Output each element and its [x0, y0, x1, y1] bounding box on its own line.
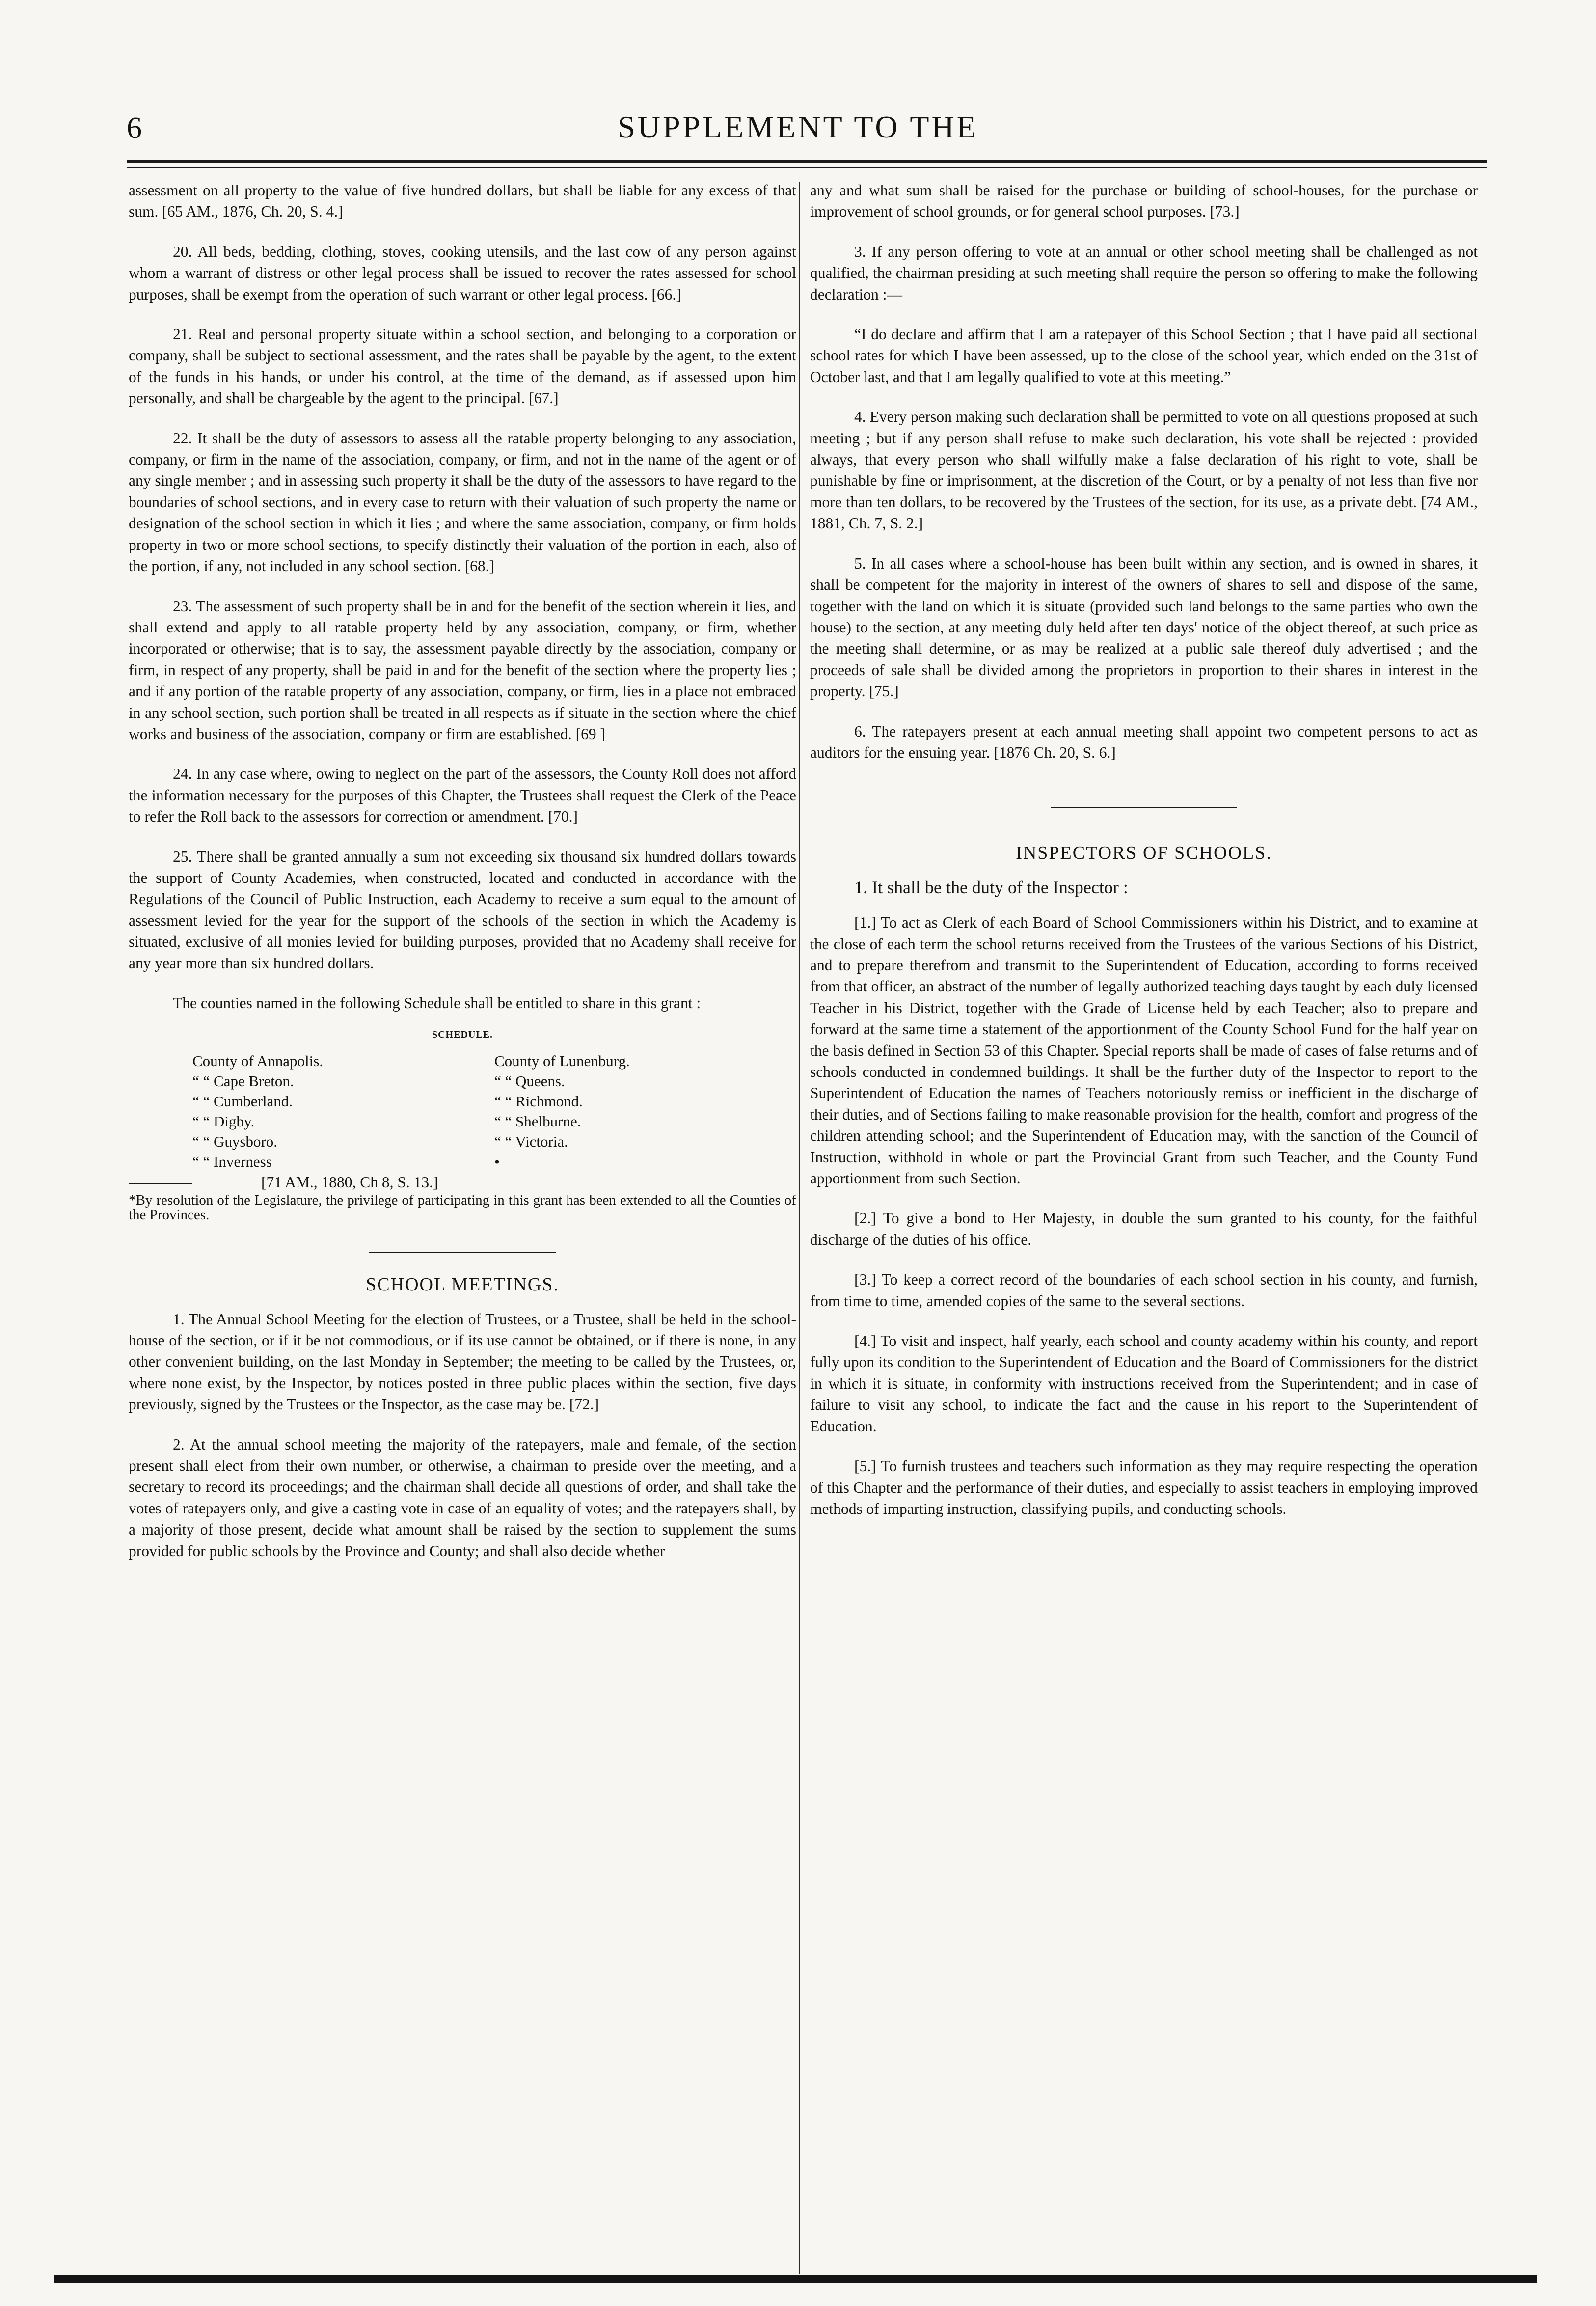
schedule-item: “ “ Victoria. [494, 1132, 568, 1150]
section-22: 22. It shall be the duty of assessors to assess all the ratable property belonging to any association, company, or firm in the name of the association, company, or firm, and not in the name of the agent or of any single member ; and in assessing such property it shall be the duty of the assessors to have regard to the boundaries of school sections, and in every case to return with their valuation of such property the name or designation of the school section in which it lies ; and where the same association, company, or firm holds property in two or more school sections, to specify distinctly their valuation of the portion in each, also of the portion, if any, not included in any school section. [68.] [129, 429, 796, 575]
school-meetings-section-5: 5. In all cases where a school-house has been built within any section, and is owned in shares, it shall be competent for the majority in interest of the owners of shares to sell and dispose of the same, together with the land on which it is situate (provided such land belongs to the same parties who own the house) to the section, at any meeting duly held after ten days' notice of the object thereof, at such price as the meeting shall determine, or as may be realized at a public sale thereof duly advertised ; and the proceeds of sale shall be divided among the proprietors in proportion to their shares in interest in the property. [75.] [810, 554, 1478, 700]
section-20: 20. All beds, bedding, clothing, stoves, cooking utensils, and the last cow of any person against whom a warrant of distress or other legal process shall be issued to recover the rates assessed for school purposes, shall be exempt from the operation of such warrant or other legal process. [66.] [129, 243, 796, 303]
bottom-rule [54, 2275, 1537, 2283]
schedule-left-list [192, 1051, 494, 1172]
school-meetings-section-4: 4. Every person making such declaration shall be permitted to vote on all questions proposed at such meeting ; but if any person shall refuse to make such declaration, his vote shall be rejected : provided always, that every person who shall wilfully make a false declaration of his right to vote, shall be punishable by fine or imprisonment, at the discretion of the Court, or by a penalty of not less than five nor more than ten dollars, to be recovered by the Trustees of the section, for its use, as a private debt. [74 AM., 1881, Ch. 7, S. 2.] [810, 408, 1478, 532]
inspectors-heading: INSPECTORS OF SCHOOLS. [1016, 843, 1272, 864]
school-meetings-section-2-continuation: any and what sum shall be raised for the purchase or building of school-houses, for the purchase or improvement of school grounds, or for general school purposes. [73.] [810, 182, 1478, 220]
schedule-item: “ “ Cape Breton. [192, 1072, 294, 1090]
running-head: SUPPLEMENT TO THE [618, 110, 978, 144]
schedule-footnote: *By resolution of the Legislature, the privilege of participating in this grant has been extended to all the Counties of the Provinces. [129, 1192, 796, 1223]
schedule-item: • [494, 1153, 500, 1170]
schedule-heading: SCHEDULE. [432, 1029, 493, 1041]
school-meetings-section-3: 3. If any person offering to vote at an annual or other school meeting shall be challenged as not qualified, the chairman presiding at such meeting shall require the person so offering to make the following declaration :— [810, 243, 1478, 303]
inspectors-section-1: 1. It shall be the duty of the Inspector : [854, 877, 1128, 897]
schedule-table [192, 1051, 796, 1172]
schedule-intro: The counties named in the following Schedule shall be entitled to share in this grant : [173, 994, 701, 1012]
header-rule-thin [127, 167, 1487, 168]
schedule-item: County of Annapolis. [192, 1052, 324, 1070]
section-24: 24. In any case where, owing to neglect on the part of the assessors, the County Roll does not afford the information necessary for the purposes of this Chapter, the Trustees shall request the Clerk of the Peace to refer the Roll back to the assessors for correction or amendment. [70.] [129, 765, 796, 825]
schedule-reference: [71 AM., 1880, Ch 8, S. 13.] [261, 1173, 438, 1191]
schedule-reference-line [129, 1172, 796, 1193]
schedule-item: County of Lunenburg. [494, 1052, 630, 1070]
inspector-duty-4: [4.] To visit and inspect, half yearly, each school and county academy within his county, and report fully upon its condition to the Superintendent of Education and the Board of Commissioners for the district in which it is situate, in conformity with instructions received from the Superintendent; and in case of failure to visit any school, to indicate the fact and the cause in his report to the Superintendent of Education. [810, 1332, 1478, 1435]
section-23: 23. The assessment of such property shall be in and for the benefit of the section wherein it lies, and shall extend and apply to all ratable property held by any association, company, or firm, whether incorporated or otherwise; that is to say, the assessment payable directly by the association, company or firm, in respect of any property, shall be paid in and for the benefit of the section where the property lies ; and if any portion of the ratable property of any association, company, or firm, lies in a place not embraced in any school section, such portion shall be treated in all respects as if situate in the section where the chief works and business of the association, company or firm are established. [69 ] [129, 597, 796, 742]
column-divider [799, 182, 800, 2274]
schedule-item: “ “ Richmond. [494, 1092, 583, 1110]
section-separator [1051, 807, 1237, 808]
section-separator [369, 1252, 556, 1253]
section-25: 25. There shall be granted annually a sum not exceeding six thousand six hundred dollars towards the support of County Academies, when constructed, located and conducted in accordance with the Regulations of the Council of Public Instruction, each Academy to receive a sum equal to the amount of assessment levied for the year for the support of the schools of the section in which the Academy is situated, exclusive of all monies levied for building purposes, provided that no Academy shall receive for any year more than six hundred dollars. [129, 848, 796, 972]
schedule-item: “ “ Shelburne. [494, 1112, 581, 1130]
inspector-duty-1: [1.] To act as Clerk of each Board of School Commissioners within his District, and to examine at the close of each term the school returns received from the Trustees of the various Sections of his District, and to prepare therefrom and transmit to the Superintendent of Education, according to forms received from that officer, an abstract of the number of legally authorized teaching days taught by each duly licensed Teacher in his District, together with the Grade of License held by each Teacher; also to prepare and forward at the same time a statement of the apportionment of the County School Fund for the half year on the basis defined in Section 53 of this Chapter. Special reports shall be made of cases of false returns and of schools conducted in condemned buildings. It shall be the further duty of the Inspector to report to the Superintendent of Education the names of Teachers notoriously remiss or inefficient in the discharge of their duties, and of Sections failing to make reasonable provision for the health, comfort and progress of the children attending school; and the Superintendent of Education may, with the sanction of the Council of Instruction, withhold in whole or part the Provincial Grant from such Teacher, and the County Fund apportionment from such Section. [810, 914, 1478, 1187]
inspector-duty-3: [3.] To keep a correct record of the boundaries of each school section in his county, and furnish, from time to time, amended copies of the same to the several sections. [810, 1271, 1478, 1310]
schedule-item: “ “ Inverness [192, 1153, 272, 1170]
header-rule-thick [127, 160, 1487, 163]
right-column [810, 180, 1478, 1538]
school-meetings-section-1: 1. The Annual School Meeting for the election of Trustees, or a Trustee, shall be held in the school-house of the section, or if it be not commodious, or if its use cannot be obtained, or if there is none, in any other convenient building, on the last Monday in September; the meeting to be called by the Trustees, or, where none exist, by the Inspector, by notices posted in three public places within the section, five days previously, signed by the Trustees or the Inspector, as the case may be. [72.] [129, 1310, 796, 1413]
school-meetings-heading: SCHOOL MEETINGS. [366, 1274, 559, 1295]
page-number: 6 [127, 111, 142, 145]
schedule-item: “ “ Cumberland. [192, 1092, 293, 1110]
schedule-right-list [494, 1051, 796, 1172]
inspector-duty-2: [2.] To give a bond to Her Majesty, in double the sum granted to his county, for the faithful discharge of the duties of his office. [810, 1209, 1478, 1248]
section-21: 21. Real and personal property situate within a school section, and belonging to a corporation or company, shall be subject to sectional assessment, and the rates shall be payable by the agent, to the extent of the funds in his hands, or under his control, at the time of the demand, as if assessed upon him personally, and shall be chargeable by the agent to the principal. [67.] [129, 326, 796, 407]
footnote-dash [129, 1183, 192, 1184]
section-19-continuation: assessment on all property to the value of five hundred dollars, but shall be liable for any excess of that sum. [65 AM., 1876, Ch. 20, S. 4.] [129, 182, 796, 220]
schedule-item: “ “ Guysboro. [192, 1132, 278, 1150]
declaration: “I do declare and affirm that I am a ratepayer of this School Section ; that I have paid all sectional school rates for which I have been assessed, up to the close of the school year, which ended on the 31st of October last, and that I am legally qualified to vote at this meeting.” [810, 326, 1478, 385]
school-meetings-section-6: 6. The ratepayers present at each annual meeting shall appoint two competent persons to act as auditors for the ensuing year. [1876 Ch. 20, S. 6.] [810, 722, 1478, 761]
inspector-duty-5: [5.] To furnish trustees and teachers such information as they may require respecting the operation of this Chapter and the performance of their duties, and especially to assist teachers in employing improved methods of imparting instruction, classifying pupils, and conducting schools. [810, 1457, 1478, 1517]
schedule-item: “ “ Queens. [494, 1072, 565, 1090]
left-column [129, 180, 796, 1580]
school-meetings-section-2: 2. At the annual school meeting the majority of the ratepayers, male and female, of the section present shall elect from their own number, or otherwise, a chairman to preside over the meeting, and a secretary to record its proceedings; and the chairman shall decide all questions of order, and shall take the votes of ratepayers only, and give a casting vote in case of an equality of votes; and the ratepayers shall, by a majority of those present, decide what amount shall be raised by the section to supplement the sums provided for public schools by the Province and County; and shall also decide whether [129, 1435, 796, 1560]
schedule-item: “ “ Digby. [192, 1112, 255, 1130]
